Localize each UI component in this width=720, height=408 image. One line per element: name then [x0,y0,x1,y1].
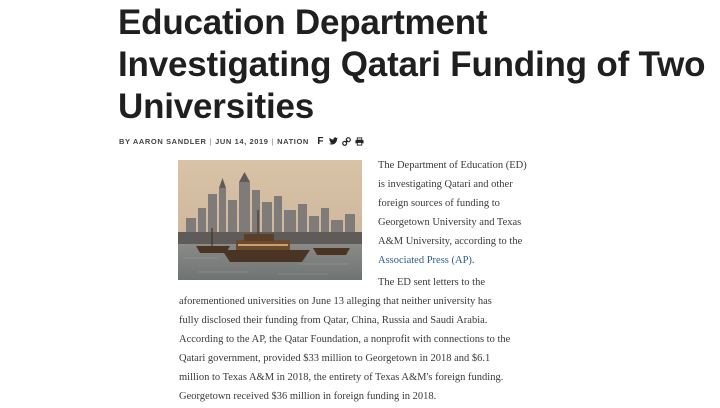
paragraph-2-line: million to Texas A&M in 2018, the entirety of Texas A&M's foreign funding. [179,372,504,383]
paragraph-2-line: Georgetown received $36 million in foreign funding in 2018. [179,391,437,402]
byline-separator: | [271,136,275,146]
link-icon[interactable] [342,136,351,146]
paragraph-2 [179,292,559,406]
paragraph-1-end: . [471,255,475,266]
paragraph-1-line: The Department of Education (ED) [378,160,527,171]
article-headline: Education Department Investigating Qatari Funding of Two Universities [118,3,706,126]
paragraph-1-line: foreign sources of funding to [378,198,500,209]
paragraph-2-line: aforementioned universities on June 13 alleging that neither university has [179,296,492,307]
paragraph-2-first-line: The ED sent letters to the [378,277,486,288]
facebook-icon[interactable]: F [317,135,324,147]
byline-section[interactable]: NATION [277,136,309,146]
paragraph-2-line: Qatari government, provided $33 million to Georgetown in 2018 and $6.1 [179,353,491,364]
paragraph-1 [378,156,558,270]
paragraph-1-line: A&M University, according to the [378,236,523,247]
paragraph-1-line-link [378,251,558,270]
paragraph-1-line: Georgetown University and Texas [378,217,522,228]
associated-press-link[interactable]: Associated Press (AP) [378,255,472,266]
byline-date: JUN 14, 2019 [215,136,269,146]
paragraph-2-line: According to the AP, the Qatar Foundation, a nonprofit with connections to the [179,334,511,345]
byline-separator: | [209,136,213,146]
byline-author[interactable]: BY AARON SANDLER [119,136,207,146]
article-photo-doha-skyline [178,160,362,280]
twitter-icon[interactable] [329,136,338,146]
byline [119,136,364,146]
paragraph-1-line: is investigating Qatari and other [378,179,513,190]
print-icon[interactable] [355,136,364,146]
share-icons [316,136,364,146]
paragraph-2-line: fully disclosed their funding from Qatar, China, Russia and Saudi Arabia. [179,315,488,326]
